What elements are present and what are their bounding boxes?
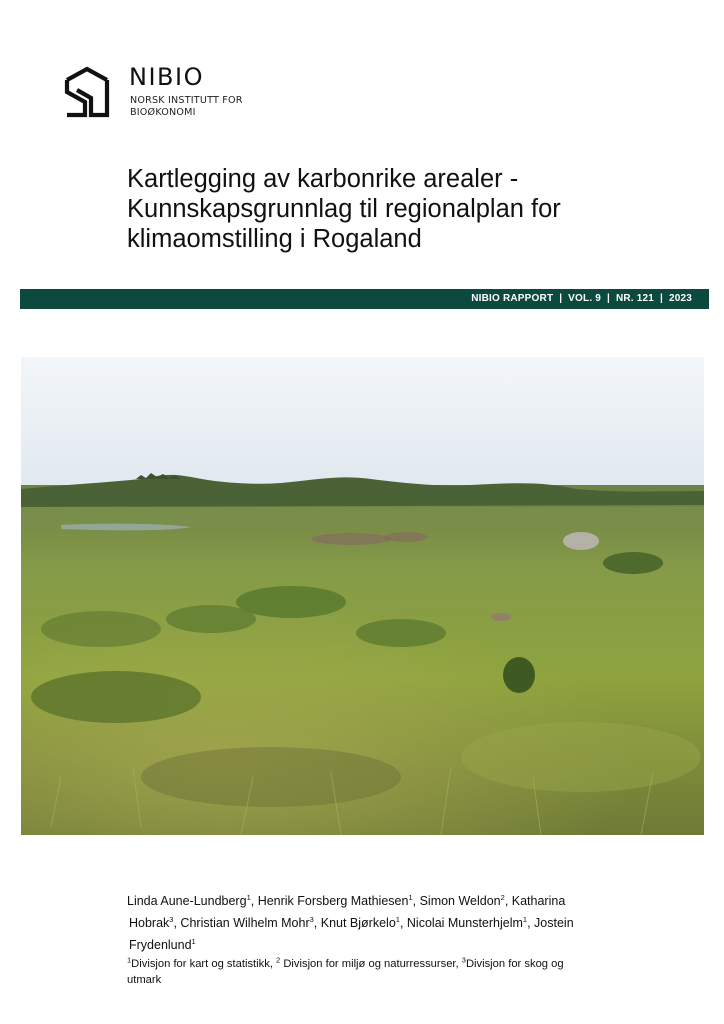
affiliation-list bbox=[127, 956, 627, 988]
report-title bbox=[127, 164, 647, 254]
author-affiliation-mark: 1 bbox=[522, 914, 528, 924]
author-name: Simon Weldon bbox=[419, 894, 501, 908]
logo-subtitle-line2: BIOØKONOMI bbox=[130, 107, 196, 118]
author-affiliation-mark: 1 bbox=[246, 892, 251, 902]
nibio-mark-icon bbox=[63, 66, 111, 118]
title-line-1: Kartlegging av karbonrike arealer - bbox=[127, 165, 519, 193]
logo-subtitle bbox=[130, 95, 243, 119]
author-affiliation-mark: 2 bbox=[500, 892, 505, 902]
author-name: Christian Wilhelm Mohr bbox=[180, 916, 310, 930]
report-info-band bbox=[20, 289, 709, 309]
author-name-first: Jostein bbox=[534, 916, 574, 930]
logo-subtitle-line1: NORSK INSTITUTT FOR bbox=[130, 95, 243, 106]
author-affiliation-mark: 1 bbox=[395, 914, 400, 924]
affiliation-text: Divisjon for kart og statistikk, bbox=[131, 958, 273, 970]
affiliation-mark: 3 bbox=[461, 955, 466, 965]
affiliation-line-1 bbox=[127, 956, 627, 972]
report-series-text: NIBIO RAPPORT | VOL. 9 | NR. 121 | 2023 bbox=[471, 293, 692, 304]
author-name: Nicolai Munsterhjelm bbox=[406, 916, 523, 930]
title-line-2: Kunnskapsgrunnlag til regionalplan for bbox=[127, 195, 561, 223]
logo-name: NIBIO bbox=[129, 63, 204, 91]
author-name: Linda Aune-Lundberg bbox=[127, 894, 247, 908]
author-name: Knut Bjørkelo bbox=[320, 916, 396, 930]
author-name-first: Katharina bbox=[511, 894, 566, 908]
author-affiliation-mark: 1 bbox=[408, 892, 413, 902]
nibio-logo bbox=[63, 63, 263, 123]
author-affiliation-mark: 1 bbox=[191, 936, 196, 946]
title-line-3: klimaomstilling i Rogaland bbox=[127, 225, 422, 253]
affiliation-mark: 2 bbox=[276, 955, 281, 965]
author-name: Henrik Forsberg Mathiesen bbox=[257, 894, 409, 908]
cover-photo bbox=[21, 357, 704, 835]
author-affiliation-mark: 3 bbox=[309, 914, 314, 924]
author-name-last: Frydenlund bbox=[129, 938, 192, 952]
author-line-1: Linda Aune-Lundberg$^1$, Henrik Forsberg Mathiesen$^1$, Simon Weldon$^2$, Katharina bbox=[127, 892, 566, 908]
author-line-3 bbox=[127, 934, 627, 956]
cover-photo-moorland bbox=[21, 357, 704, 835]
author-name-last: Hobrak bbox=[129, 916, 170, 930]
affiliation-text: utmark bbox=[127, 974, 162, 986]
author-list bbox=[127, 890, 627, 956]
affiliation-line-2 bbox=[127, 972, 627, 988]
affiliation-text: Divisjon for miljø og naturressurser, bbox=[283, 958, 459, 970]
affiliation-mark: 1 bbox=[127, 955, 132, 965]
author-affiliation-mark: 3 bbox=[169, 914, 174, 924]
author-line-2: Hobrak$^3$, Christian Wilhelm Mohr$^3$, Knut Bjørkelo$^1$, Nicolai Munsterhjelm$^1$, Jostein bbox=[129, 914, 574, 930]
affiliation-text: Divisjon for skog og bbox=[465, 958, 564, 970]
